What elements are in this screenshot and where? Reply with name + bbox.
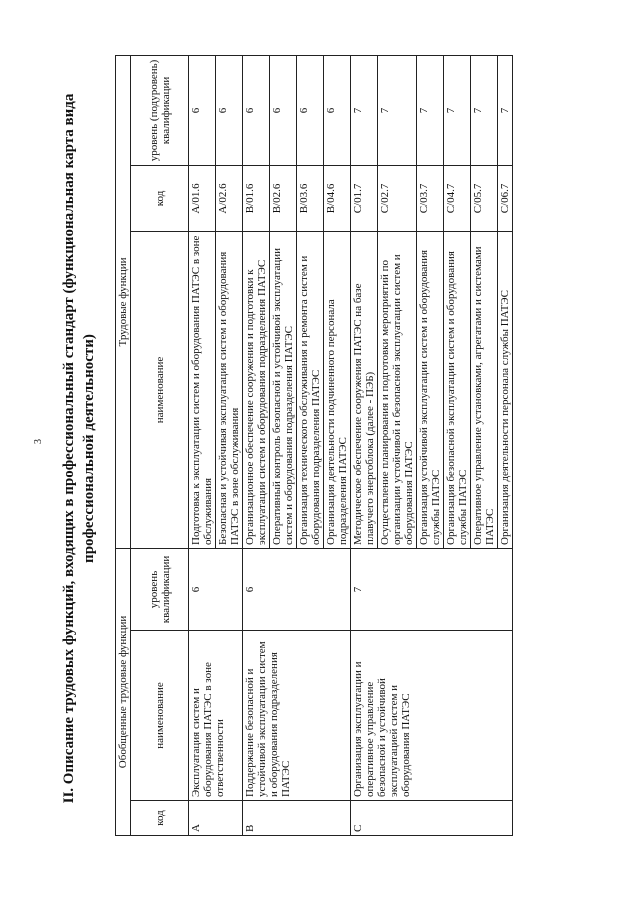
function-name: Организация технического обслуживания и ремонта систем и оборудования подразделения ПАТЭС <box>297 231 324 548</box>
function-level: 7 <box>498 55 513 165</box>
function-code: C/04.7 <box>444 165 471 231</box>
labor-functions-header: Трудовые функции <box>116 55 131 548</box>
group-level: 6 <box>243 548 351 630</box>
name-header: наименование <box>131 631 189 801</box>
group-code: B <box>243 801 351 836</box>
function-level: 7 <box>378 55 417 165</box>
group-name: Организация эксплуатации и оперативное управление безопасной и устойчивой эксплуатацией систем и оборудования ПАТЭС <box>351 631 513 801</box>
function-name: Организация деятельности подчиненного персонала подразделения ПАТЭС <box>324 231 351 548</box>
level-header: уровень квалификации <box>131 548 189 630</box>
function-code: A/02.6 <box>216 165 243 231</box>
sublevel-header: уровень (подуровень) квалификации <box>131 55 189 165</box>
table-row <box>351 55 378 835</box>
function-code: B/01.6 <box>243 165 270 231</box>
function-name: Осуществление планирования и подготовки мероприятий по организации устойчивой и безопасной эксплуатации систем и оборудования ПАТЭС <box>378 231 417 548</box>
function-code: C/02.7 <box>378 165 417 231</box>
functional-map-table <box>115 55 513 836</box>
group-name: Поддержание безопасной и устойчивой эксплуатации систем и оборудования подразделения ПАТЭС <box>243 631 351 801</box>
function-level: 6 <box>297 55 324 165</box>
table-row <box>243 55 270 835</box>
page-number: 3 <box>33 439 44 444</box>
function-code: B/02.6 <box>270 165 297 231</box>
code-header: код <box>131 801 189 836</box>
function-level: 6 <box>216 55 243 165</box>
group-level: 6 <box>189 548 243 630</box>
function-code: B/03.6 <box>297 165 324 231</box>
function-level: 7 <box>471 55 498 165</box>
table-row <box>189 55 216 835</box>
function-level: 7 <box>444 55 471 165</box>
function-code-header: код <box>131 165 189 231</box>
group-name: Эксплуатация систем и оборудования ПАТЭС в зоне ответственности <box>189 631 243 801</box>
function-level: 6 <box>270 55 297 165</box>
function-code: B/04.6 <box>324 165 351 231</box>
section-title: II. Описание трудовых функций, входящих в профессиональный стандарт (функциональная карта вида <box>61 93 77 804</box>
function-level: 6 <box>243 55 270 165</box>
function-name: Организация устойчивой эксплуатации систем и оборудования службы ПАТЭС <box>417 231 444 548</box>
section-title-line2: профессиональной деятельности) <box>81 334 97 563</box>
function-name: Организационное обеспечение сооружения и подготовки к эксплуатации систем и оборудования подразделения ПАТЭС <box>243 231 270 548</box>
function-name: Методическое обеспечение сооружения ПАТЭС на базе плавучего энергоблока (далее - ПЭБ) <box>351 231 378 548</box>
group-code: A <box>189 801 243 836</box>
group-level: 7 <box>351 548 513 630</box>
function-code: C/03.7 <box>417 165 444 231</box>
function-code: C/06.7 <box>498 165 513 231</box>
function-code: C/05.7 <box>471 165 498 231</box>
function-name: Организация деятельности персонала службы ПАТЭС <box>498 231 513 548</box>
function-level: 7 <box>417 55 444 165</box>
function-code: C/01.7 <box>351 165 378 231</box>
function-name: Организация безопасной эксплуатации систем и оборудования службы ПАТЭС <box>444 231 471 548</box>
function-name: Безопасная и устойчивая эксплуатация систем и оборудования ПАТЭС в зоне обслуживания <box>216 231 243 548</box>
function-name: Оперативный контроль безопасной и устойчивой эксплуатации систем и оборудования подразделения ПАТЭС <box>270 231 297 548</box>
function-level: 6 <box>324 55 351 165</box>
function-name: Оперативное управление установками, агрегатами и системами ПАТЭС <box>471 231 498 548</box>
function-level: 6 <box>189 55 216 165</box>
generalized-functions-header: Обобщенные трудовые функции <box>116 548 131 835</box>
function-level: 7 <box>351 55 378 165</box>
function-name-header: наименование <box>131 231 189 548</box>
function-name: Подготовка к эксплуатации систем и оборудования ПАТЭС в зоне обслуживания <box>189 231 216 548</box>
function-code: A/01.6 <box>189 165 216 231</box>
group-code: C <box>351 801 513 836</box>
